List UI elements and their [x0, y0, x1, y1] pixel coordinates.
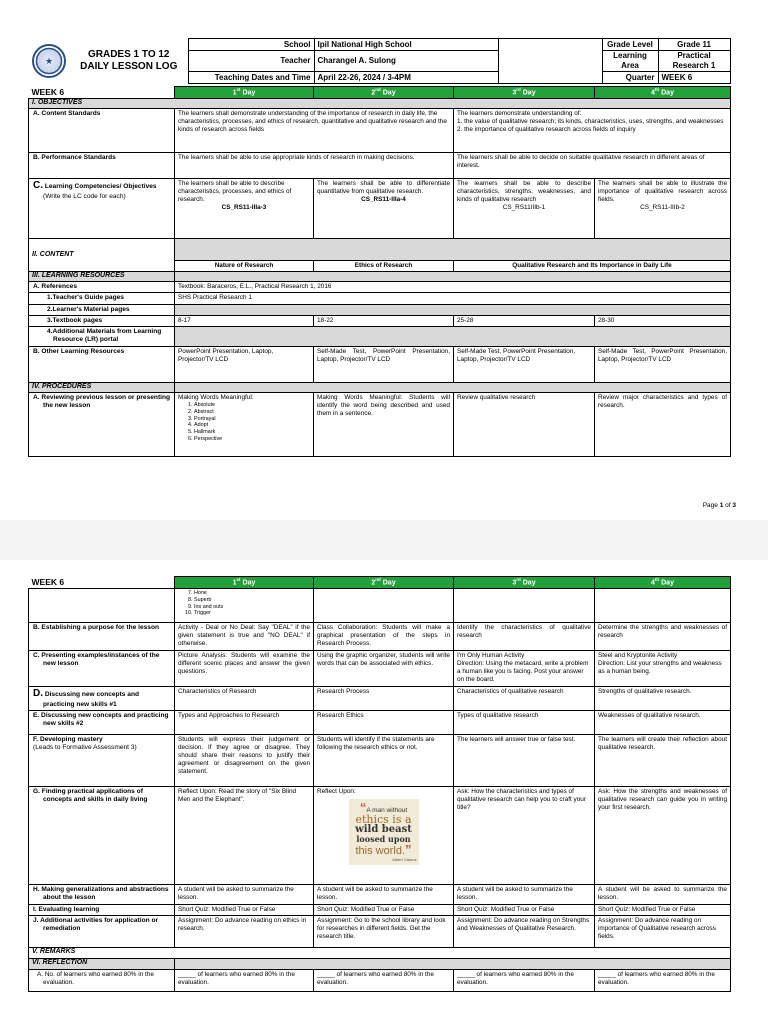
proc-e-d2: Research Ethics [314, 710, 454, 734]
proc-d-d3: Characteristics of qualitative research [454, 687, 595, 711]
title-line-2: DAILY LESSON LOG [80, 61, 178, 72]
vocabulary-list-part-2 [194, 590, 310, 617]
deped-seal [28, 39, 70, 84]
proc-b-label: B. Establishing a purpose for the lesson [29, 623, 175, 651]
proc-i-d2: Short Quiz: Modified True or False [314, 904, 454, 915]
proc-e-row [29, 710, 731, 734]
content-standards-row [29, 109, 731, 153]
reflection-a-label: A. No. of learners who earned 80% in the evaluation. [29, 970, 175, 992]
references-value: Textbook: Baraceros, E.L., Practical Research 1, 2016 [175, 282, 731, 293]
list-item: 3. Portrayal [194, 416, 310, 423]
section-learning-resources: III. LEARNING RESOURCES [29, 272, 175, 282]
proc-a-d3: Review qualitative research [454, 393, 595, 457]
proc-g-d2: Reflect Upon: “A man without ethics is a wild beast loosed upon this world.” Albert Camus [314, 786, 454, 884]
day-header-row-2 [29, 577, 731, 589]
proc-g-d4: Ask: How the strengths and weaknesses of qualitative research can guide you in writing your first research. [595, 786, 731, 884]
content-standards-d34: The learners demonstrate understanding of: 1. the value of qualitative research; its kinds, characteristics, uses, strengths, and weaknesses 2. the importance of qualitative research across fields of inquiry [454, 109, 731, 153]
day-header-row [29, 87, 731, 99]
competencies-d2: The learners shall be able to differentiate quantitative from qualitative research. CS_RS11-IIIa-4 [314, 179, 454, 239]
competencies-label: C. Learning Competencies/ Objectives (Write the LC code for each) [29, 179, 175, 239]
proc-h-row [29, 884, 731, 904]
other-resources-d4: Self-Made Test, PowerPoint Presentation, Laptop, Projector/TV LCD [595, 347, 731, 383]
list-item: 9. Ins and outs [194, 604, 310, 611]
proc-a-d1-continued [175, 589, 314, 623]
proc-c-row [29, 651, 731, 687]
vocabulary-list-part-1 [194, 402, 310, 443]
proc-a-d2: Making Words Meaningful: Students will identify the word being described and used them in a sentence. [314, 393, 454, 457]
content-d2: Ethics of Research [314, 261, 454, 272]
proc-e-d1: Types and Approaches to Research [175, 710, 314, 734]
teacher-label: Teacher [188, 51, 314, 72]
proc-d-row [29, 687, 731, 711]
section-content: II. CONTENT [29, 239, 175, 272]
proc-f-label: F. Developing mastery (Leads to Formative Assessment 3) [29, 734, 175, 786]
content-d34: Qualitative Research and Its Importance in Daily Life [454, 261, 731, 272]
list-item: 4. Adopt [194, 422, 310, 429]
textbook-pages-d1: 8-17 [175, 315, 314, 326]
learners-material-row [29, 304, 731, 315]
day-4-header-2: 4th Day [595, 577, 731, 589]
lesson-table-page-2 [28, 576, 731, 992]
learning-area-label: Learning Area [602, 51, 658, 72]
performance-standards-d12: The learners shall be able to use appropriate kinds of research in making decisions. [175, 153, 454, 179]
proc-e-d3: Types of qualitative research [454, 710, 595, 734]
proc-c-d1: Picture Analysis: Students will examine the different scenic places and answer the given questions. [175, 651, 314, 687]
list-item: 5. Hallmark [194, 429, 310, 436]
proc-c-label: C. Presenting examples/instances of the new lesson [29, 651, 175, 687]
day-2-header-2: 2nd Day [314, 577, 454, 589]
page-2 [0, 560, 768, 1024]
proc-b-d1: Activity - Deal or No Deal: Say "DEAL" if the given statement is true and "NO DEAL" if otherwise. [175, 623, 314, 651]
textbook-pages-d4: 28-30 [595, 315, 731, 326]
textbook-pages-d3: 25-28 [454, 315, 595, 326]
proc-a-d4: Review major characteristics and types of research. [595, 393, 731, 457]
proc-e-d4: Weaknesses of qualitative research. [595, 710, 731, 734]
references-row [29, 282, 731, 293]
content-d1: Nature of Research [175, 261, 314, 272]
additional-materials-label: 4.Additional Materials from Learning Resource (LR) portal [29, 327, 175, 347]
week-label-2: WEEK 6 [31, 577, 65, 588]
competencies-d1: The learners shall be able to describe characteristics, processes, and ethics of research. CS_RS11-IIIa-3 [175, 179, 314, 239]
content-row [29, 239, 731, 261]
list-item: 1. Absolute [194, 402, 310, 409]
proc-d-label: D. Discussing new concepts and practicing new skills #1 [29, 687, 175, 711]
proc-a-row [29, 393, 731, 457]
other-resources-d1: PowerPoint Presentation, Laptop, Projector/TV LCD [175, 347, 314, 383]
day-3-header-2: 3rd Day [454, 577, 595, 589]
proc-j-row [29, 916, 731, 948]
learning-area-value: Practical Research 1 [658, 51, 730, 72]
dates-label: Teaching Dates and Time [188, 72, 314, 84]
proc-h-d3: A student will be asked to summarize the lesson. [454, 884, 595, 904]
section-objectives: I. OBJECTIVES [29, 99, 731, 109]
proc-f-d1: Students will express their judgement or decision. If they agree or disagree. They should share their reasons to justify their agreement or disagreement on the given statement. [175, 734, 314, 786]
other-resources-row [29, 347, 731, 383]
performance-standards-label: B. Performance Standards [29, 153, 175, 179]
learners-material-label: 2.Learner's Material pages [29, 304, 175, 315]
proc-c-d4: Steel and Kryptonite Activity Direction: List your strengths and weakness as a human being. [595, 651, 731, 687]
grade-level-label: Grade Level [602, 39, 658, 51]
performance-standards-row [29, 153, 731, 179]
proc-i-row [29, 904, 731, 915]
document-title [70, 39, 188, 84]
textbook-pages-row [29, 315, 731, 326]
day-3-header: 3rd Day [454, 87, 595, 99]
proc-i-d1: Short Quiz: Modified True or False [175, 904, 314, 915]
proc-g-d1: Reflect Upon: Read the story of "Six Blind Men and the Elephant". [175, 786, 314, 884]
school-value: Ipil National High School [314, 39, 498, 51]
day-4-header: 4th Day [595, 87, 731, 99]
list-item: 6. Perspective [194, 436, 310, 443]
proc-d-d4: Strengths of qualitative research. [595, 687, 731, 711]
other-resources-d3: Self-Made Test, PowerPoint Presentation, Laptop, Projector/TV LCD [454, 347, 595, 383]
page-number: Page 1 of 3 [702, 502, 736, 509]
reflection-a-row [29, 970, 731, 992]
section-procedures: IV. PROCEDURES [29, 383, 175, 393]
school-label: School [188, 39, 314, 51]
proc-f-d2: Students will identify if the statements are following the research ethics or not. [314, 734, 454, 786]
teachers-guide-value: SHS Practical Research 1 [175, 293, 731, 304]
competencies-d3: The learners shall be able to describe characteristics, strengths, weaknesses, and kinds of qualitative research CS_RS11IIIb-1 [454, 179, 595, 239]
proc-j-d1: Assignment: Do advance reading on ethics in research. [175, 916, 314, 948]
proc-i-d4: Short Quiz: Modified True or False [595, 904, 731, 915]
proc-j-d2: Assignment: Go to the school library and look for researches in different fields. Get the research title. [314, 916, 454, 948]
proc-h-d2: A student will be asked to summarize the lesson. [314, 884, 454, 904]
day-2-header: 2nd Day [314, 87, 454, 99]
proc-g-row [29, 786, 731, 884]
day-1-header: 1st Day [175, 87, 314, 99]
proc-c-d2: Using the graphic organizer, students will write words that can be associated with ethics. [314, 651, 454, 687]
day-1-header-2: 1st Day [175, 577, 314, 589]
content-standards-label: A. Content Standards [29, 109, 175, 153]
proc-c-d3: I'm Only Human Activity Direction: Using the metacard, write a problem a human like you is facing. Post your answer on the board. [454, 651, 595, 687]
teacher-value: Charangel A. Sulong [314, 51, 498, 72]
proc-g-label: G. Finding practical applications of concepts and skills in daily living [29, 786, 175, 884]
proc-g-d3: Ask: How the characteristics and types of qualitative research can help you to craft your title? [454, 786, 595, 884]
quarter-value: WEEK 6 [658, 72, 730, 84]
ethics-quote-image: “A man without ethics is a wild beast loosed upon this world.” Albert Camus [349, 799, 419, 866]
additional-materials-row [29, 327, 731, 347]
reflection-a-d3: _____ of learners who earned 80% in the evaluation. [454, 970, 595, 992]
textbook-pages-label: 3.Textbook pages [29, 315, 175, 326]
section-reflection: VI. REFLECTION [29, 959, 175, 970]
reflection-a-d1: _____ of learners who earned 80% in the evaluation. [175, 970, 314, 992]
section-remarks: V. REMARKS [29, 948, 731, 959]
proc-b-d3: Identify the characteristics of qualitative research [454, 623, 595, 651]
quarter-label: Quarter [602, 72, 658, 84]
proc-b-d4: Determine the strengths and weaknesses of research [595, 623, 731, 651]
dates-value: April 22-26, 2024 / 3-4PM [314, 72, 498, 84]
reflection-a-d4: _____ of learners who earned 80% in the evaluation. [595, 970, 731, 992]
title-line-1: GRADES 1 TO 12 [87, 49, 170, 60]
reflection-a-d2: _____ of learners who earned 80% in the evaluation. [314, 970, 454, 992]
proc-h-label: H. Making generalizations and abstractions about the lesson [29, 884, 175, 904]
header-table [28, 38, 731, 84]
competencies-row [29, 179, 731, 239]
list-item: 7. Hone [194, 590, 310, 597]
references-label: A. References [29, 282, 175, 293]
proc-j-label: J. Additional activities for application or remediation [29, 916, 175, 948]
week-label: WEEK 6 [31, 87, 65, 98]
other-resources-d2: Self-Made Test, PowerPoint Presentation, Laptop, Projector/TV LCD [314, 347, 454, 383]
teachers-guide-row [29, 293, 731, 304]
grade-level-value: Grade 11 [658, 39, 730, 51]
performance-standards-d34: The learners shall be able to decide on suitable qualitative research in different areas of interest. [454, 153, 731, 179]
proc-j-d3: Assignment: Do advance reading on Strengths and Weaknesses of Qualitative Research. [454, 916, 595, 948]
lesson-table-page-1 [28, 86, 731, 457]
proc-a-label: A. Reviewing previous lesson or presenting the new lesson [29, 393, 175, 457]
proc-a-continued-row [29, 589, 731, 623]
textbook-pages-d2: 18-22 [314, 315, 454, 326]
proc-b-d2: Class Collaboration: Students will make a graphical presentation of the steps in Research Process. [314, 623, 454, 651]
teachers-guide-label: 1.Teacher's Guide pages [29, 293, 175, 304]
seal-icon: ★ [32, 44, 66, 78]
proc-i-d3: Short Quiz: Modified True or False [454, 904, 595, 915]
proc-h-d4: A student will be asked to summarize the lesson. [595, 884, 731, 904]
proc-b-row [29, 623, 731, 651]
proc-d-d1: Characteristics of Research [175, 687, 314, 711]
proc-a-d1: Making Words Meaningful: 1. Absolute 2. Abstract 3. Portrayal 4. Adopt 5. Hallmark 6. Perspective [175, 393, 314, 457]
proc-j-d4: Assignment: Do advance reading on importance of Qualitative research across fields. [595, 916, 731, 948]
proc-i-label: I. Evaluating learning [29, 904, 175, 915]
competencies-d4: The learners shall be able to illustrate the importance of qualitative research across fields. CS_RS11-IIIb-2 [595, 179, 731, 239]
list-item: 8. Superb [194, 597, 310, 604]
proc-f-row [29, 734, 731, 786]
proc-d-d2: Research Process [314, 687, 454, 711]
proc-h-d1: A student will be asked to summarize the lesson. [175, 884, 314, 904]
proc-e-label: E. Discussing new concepts and practicing new skills #2 [29, 710, 175, 734]
list-item: 2. Abstract [194, 409, 310, 416]
proc-f-d3: The learners will answer true or false test. [454, 734, 595, 786]
content-standards-d12: The learners shall demonstrate understanding of the importance of research in daily life, the characteristics, processes, and ethics of research, quantitative and qualitative research and the kinds of research across fields [175, 109, 454, 153]
proc-f-d4: The learners will create their reflection about qualitative research. [595, 734, 731, 786]
list-item: 10. Trigger [194, 610, 310, 617]
other-resources-label: B. Other Learning Resources [29, 347, 175, 383]
page-gap [0, 520, 768, 560]
